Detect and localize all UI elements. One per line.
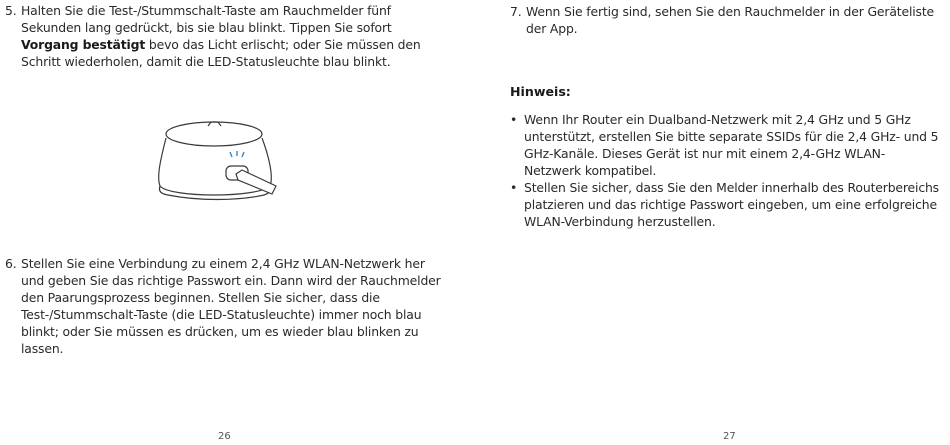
step-7-text: Wenn Sie fertig sind, sehen Sie den Rauchmelder in der Geräteliste der App. — [526, 4, 935, 36]
step-6-text: Stellen Sie eine Verbindung zu einem 2,4 GHz WLAN-Netzwerk her und geben Sie das richtige Passwort ein. Dann wird der Rauchmelder den Paarungsprozess beginnen. Stellen Sie sicher, dass die Test-/Stummschalt-Taste (die LED-Statusleuchte) immer noch blau blinkt; oder Sie müssen es drücken, um es wieder blau blinken zu lassen. — [21, 256, 441, 356]
smoke-detector-illustration — [148, 114, 298, 214]
led-blink-icon — [230, 151, 244, 157]
hint-bullet-text: Wenn Ihr Router ein Dualband-Netzwerk mit 2,4 GHz und 5 GHz unterstützt, erstellen Sie bitte separate SSIDs für die 2,4 GHz- und 5 GHz-Kanäle. Dieses Gerät ist nur mit einem 2,4-GHz WLAN-Netzwerk kompatibel. — [524, 112, 939, 178]
step-6 — [5, 255, 445, 357]
hint-bullet — [510, 179, 940, 230]
step-5-text: Halten Sie die Test-/Stummschalt-Taste am Rauchmelder fünf Sekunden lang gedrückt, bis sie blau blinkt. Tippen Sie sofort Vorgang bestätigt bevo das Licht erlischt; oder Sie müssen den Schritt wiederholen, damit die LED-Statusleuchte blau blinkt. — [21, 3, 421, 69]
page-number-left: 26 — [218, 431, 231, 442]
hint-bullet-text: Stellen Sie sicher, dass Sie den Melder innerhalb des Routerbereichs platzieren und das richtige Passwort eingeben, um eine erfolgreiche WLAN-Verbindung herzustellen. — [524, 180, 939, 229]
page-number-right: 27 — [723, 431, 736, 442]
step-5 — [5, 2, 445, 70]
step-7-number: 7. — [510, 4, 522, 19]
step-6-number: 6. — [5, 256, 17, 271]
hint-bullet — [510, 111, 940, 179]
step-5-bold-action: Vorgang bestätigt — [21, 37, 146, 52]
step-5-number: 5. — [5, 3, 17, 18]
hint-bullet-list — [510, 111, 940, 230]
bullet-icon: • — [510, 112, 518, 127]
hint-title: Hinweis: — [510, 84, 571, 99]
bullet-icon: • — [510, 180, 518, 195]
step-7 — [510, 3, 940, 37]
